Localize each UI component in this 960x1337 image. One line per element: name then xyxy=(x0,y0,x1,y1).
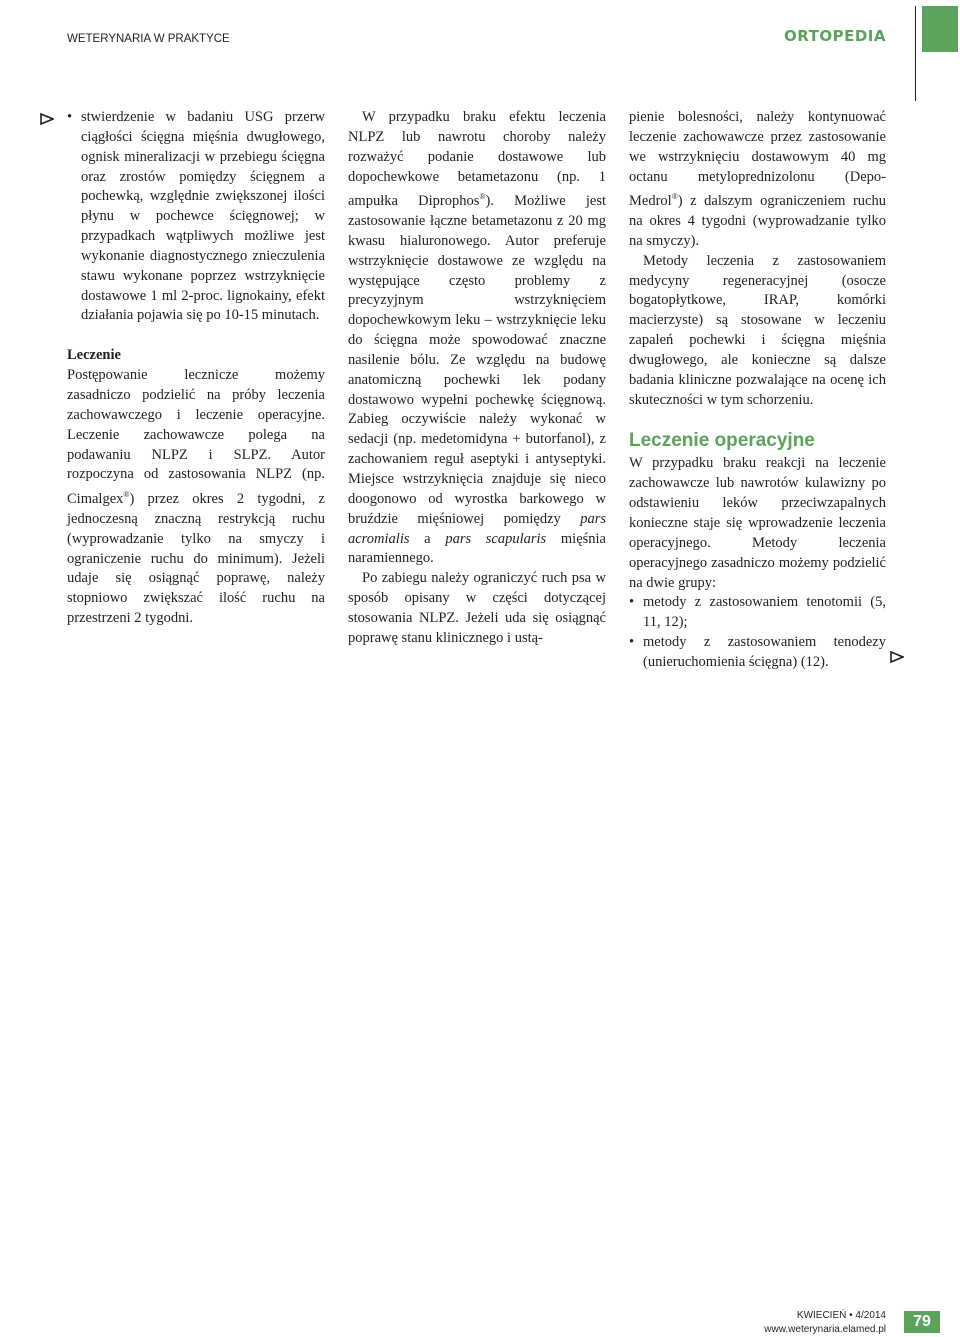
paragraph xyxy=(629,108,886,252)
footer-info xyxy=(764,1309,886,1337)
list-item xyxy=(629,633,886,673)
website-url: www.weterynaria.elamed.pl xyxy=(764,1324,886,1335)
text-span: ) przez okres 2 tygodni, z jednoczesną znaczną restrykcją ruchu (wyprowadzanie tylko na smyczy i ograniczenie ruchu do minimum). Jeżeli udaje się osiągnąć poprawę, należy stopniowo zwiększać ilość ruchu na przestrzeni 2 tygodni. xyxy=(67,491,325,627)
section-tag: ORTOPEDIA xyxy=(784,27,886,45)
continued-from-arrow-icon xyxy=(40,113,54,125)
paragraph: W przypadku braku reakcji na leczenie zachowawcze lub nawrotów kulawizny po odstawieniu leków przeciwzapalnych konieczne staje się wprowadzenie leczenia operacyjnego. Metody leczenia operacyjnego zasadniczo możemy podzielić na dwie grupy: xyxy=(629,455,886,591)
journal-name: WETERYNARIA W PRAKTYCE xyxy=(67,33,230,45)
continued-arrow-icon xyxy=(890,651,904,663)
list-item-text: stwierdzenie w badaniu USG przerw ciągłości ścięgna mięśnia dwugłowego, ognisk mineralizacji w przebiegu ścięgna oraz zrostów pomiędzy ścięgnem a pochewką, względnie zwiększonej ilości płynu w pochewce ścięgnowej; w przypadkach wątpliwych możliwe jest wykonanie diagnostycznego znieczulenia stawu wykonane poprzez wstrzyknięcie dostawowe 1 ml 2-proc. lignokainy, efekt działania pojawia się po 10-15 minutach. xyxy=(81,109,325,324)
section-heading-surgery: Leczenie operacyjne xyxy=(629,430,815,452)
text-span: mięśnia naramiennego. xyxy=(348,530,606,567)
header-divider xyxy=(915,6,916,101)
column-3 xyxy=(629,108,886,673)
text-span: a xyxy=(409,530,446,547)
paragraph: Metody leczenia z zastosowaniem medycyny regeneracyjnej (osocze bogatopłytkowe, IRAP, komórki macierzyste) są stosowane w leczeniu zapaleń pochewki i ścięgna mięśnia dwugłowego, ale konieczne są dalsze badania kliniczne pozwalające na ocenę ich skuteczności w tym schorzeniu. xyxy=(629,252,886,408)
registered-mark: ® xyxy=(671,192,678,202)
list-item-text: metody z zastosowaniem tenodezy (unieruchomienia ścięgna) (12). xyxy=(643,634,886,670)
green-corner-tab xyxy=(922,6,958,52)
list-item-text: metody z zastosowaniem tenotomii (5, 11, 12); xyxy=(643,594,886,631)
text-span: ). Możliwe jest zastosowanie łączne betametazonu z 20 mg kwasu hialuronowego. Autor preferuje wstrzyknięcie dostawowe ze względu na występujące często problemy z precyzyjnym wstrzyknięciem dopochewkowym leku – wstrzyknięcie leku do ścięgna może spowodować znaczne nasilenie bólu. Ze względu na budowę anatomiczną pochewki lek podany dostawowo wypełni pochewkę ścięgnową. Zabieg oczywiście należy wykonać w sedacji (np. medetomidyna + butorfanol), z zachowaniem reguł aseptyki i antyseptyki. Miejsce wstrzyknięcia znajduje się nieco doogonowo od wyrostka barkowego w bruździe mięśniowej pomiędzy xyxy=(348,193,606,527)
text-span: ) z dalszym ograniczeniem ruchu na okres 4 tygodni (wyprowadzanie tylko na smyczy). xyxy=(629,193,886,249)
issue-date: KWIECIEŃ • 4/2014 xyxy=(796,1310,886,1321)
bullet-marker: • xyxy=(629,634,635,651)
list-item xyxy=(67,108,325,326)
registered-mark: ® xyxy=(123,490,130,500)
column-2 xyxy=(348,108,606,649)
section-heading-treatment: Leczenie xyxy=(67,347,121,364)
bullet-marker: • xyxy=(629,594,635,611)
italic-term: pars acromialis xyxy=(348,510,606,547)
italic-term: pars scapularis xyxy=(445,530,547,547)
bullet-marker: • xyxy=(67,109,73,125)
paragraph: Po zabiegu należy ograniczyć ruch psa w sposób opisany w części dotyczącej stosowania NLPZ. Jeżeli uda się osiągnąć poprawę stanu klinicznego i ustą- xyxy=(348,570,606,646)
column-1 xyxy=(67,108,325,629)
page-number: 79 xyxy=(904,1311,940,1333)
text-span: W przypadku braku efektu leczenia NLPZ lub nawrotu choroby należy rozważyć podanie dostawowe lub dopochewkowe betametazonu (np. 1 ampułka Diprophos xyxy=(348,109,606,210)
text-span: pienie bolesności, należy kontynuować leczenie zachowawcze przez zastosowanie we wstrzyknięciu dostawowym 40 mg octanu metyloprednizolonu (Depo-Medrol xyxy=(629,109,886,210)
list-item xyxy=(629,593,886,633)
text-span: Postępowanie lecznicze możemy zasadniczo podzielić na próby leczenia zachowawczego i leczenie operacyjne. Leczenie zachowawcze polega na podawaniu NLPZ i SLPZ. Autor rozpoczyna od zastosowania NLPZ (np. Cimalgex xyxy=(67,367,325,508)
paragraph xyxy=(67,366,325,629)
paragraph xyxy=(348,108,606,569)
registered-mark: ® xyxy=(479,192,486,202)
